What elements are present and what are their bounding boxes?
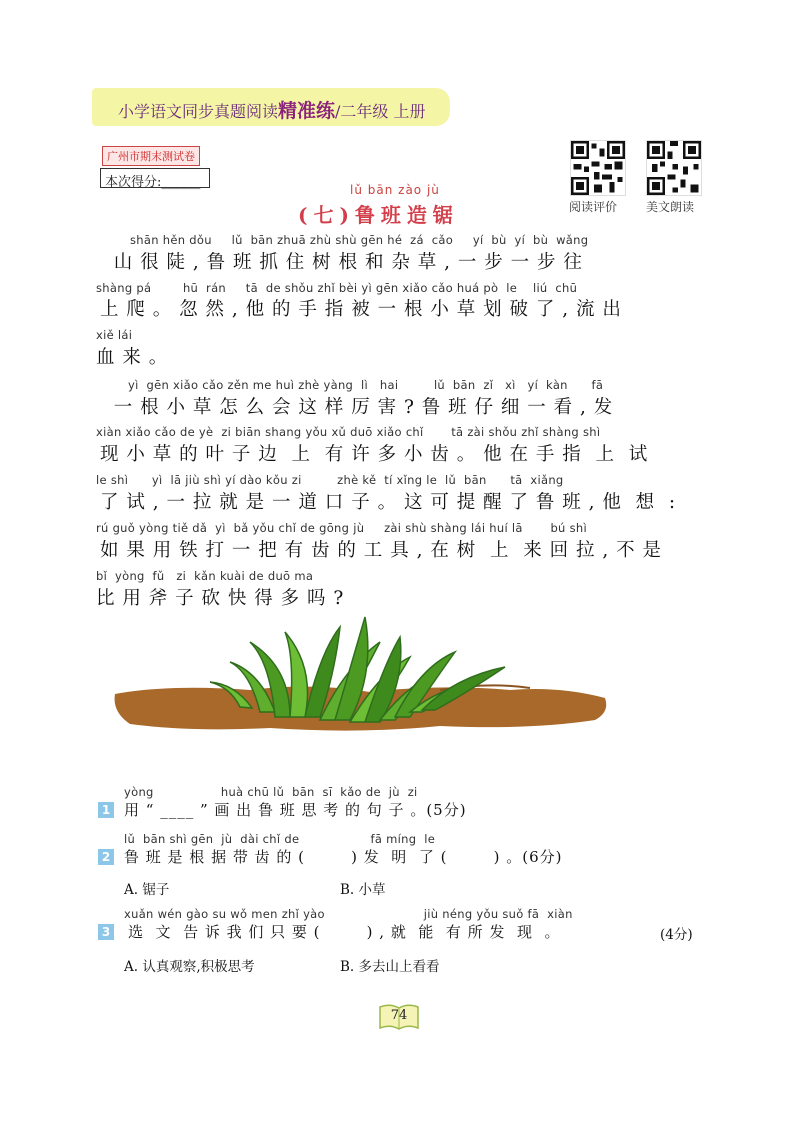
question-score: (4分) bbox=[660, 927, 693, 943]
grade-label: /二年级 上册 bbox=[335, 102, 426, 121]
series-title-text: 小学语文同步真题阅读 bbox=[118, 102, 279, 121]
qr-label: 美文朗读 bbox=[646, 200, 695, 214]
question-number-badge: 2 bbox=[98, 849, 114, 865]
text-line: 比 用 斧 子 砍 快 得 多 吗 ? bbox=[96, 588, 345, 609]
page-number-badge bbox=[378, 1003, 420, 1031]
pinyin-line: yì gēn xiǎo cǎo zěn me huì zhè yàng lì hai lǔ bān zǐ xì yí kàn fā bbox=[128, 378, 604, 392]
question-text: 选 文 告 诉 我 们 只 要 ( ) , 就 能 有 所 发 现 。 bbox=[128, 923, 561, 941]
pinyin-line: rú guǒ yòng tiě dǎ yì bǎ yǒu chǐ de gōng jù zài shù shàng lái huí lā bú shì bbox=[96, 521, 587, 535]
qr-code-icon[interactable] bbox=[646, 140, 702, 196]
option-b[interactable]: B. 多去山上看看 bbox=[340, 959, 440, 975]
text-line: 了 试 , 一 拉 就 是 一 道 口 子 。 这 可 提 醒 了 鲁 班 , 他 想 : bbox=[100, 492, 677, 513]
question-pinyin: lǔ bān shì gēn jù dài chǐ de fā míng le bbox=[124, 832, 436, 846]
text-line: 一 根 小 草 怎 么 会 这 样 厉 害 ? 鲁 班 仔 细 一 看 , 发 bbox=[100, 397, 614, 418]
text-line: 如 果 用 铁 打 一 把 有 齿 的 工 具 , 在 树 上 来 回 拉 , 不 是 bbox=[100, 540, 663, 561]
question-text: 用 “ ____ ” 画 出 鲁 班 思 考 的 句 子 。(5分) bbox=[124, 801, 467, 819]
text-line: 血 来 。 bbox=[96, 347, 169, 368]
question-number-badge: 3 bbox=[98, 924, 114, 940]
exam-tag: 广州市期末测试卷 bbox=[102, 146, 200, 166]
option-a[interactable]: A. 锯子 bbox=[124, 882, 170, 898]
text-line: 上 爬 。 忽 然 , 他 的 手 指 被 一 根 小 草 划 破 了 , 流 出 bbox=[100, 299, 622, 320]
title-pinyin: lǔ bān zào jù bbox=[350, 183, 440, 197]
pinyin-line: xiàn xiǎo cǎo de yè zi biān shang yǒu xǔ duō xiǎo chǐ tā zài shǒu zhǐ shàng shì bbox=[96, 425, 601, 439]
grass-illustration bbox=[110, 612, 610, 742]
question-pinyin: yòng huà chū lǔ bān sī kǎo de jù zi bbox=[124, 785, 418, 799]
question-pinyin: xuǎn wén gào su wǒ men zhǐ yào jiù néng yǒu suǒ fā xiàn bbox=[124, 907, 573, 921]
pinyin-line: xiě lái bbox=[96, 328, 133, 342]
option-b[interactable]: B. 小草 bbox=[340, 882, 386, 898]
page-title: (七)鲁班造锯 bbox=[298, 203, 459, 227]
series-emphasis: 精准练 bbox=[278, 100, 336, 122]
pinyin-line: shān hěn dǒu lǔ bān zhuā zhù shù gēn hé zá cǎo yí bù yí bù wǎng bbox=[130, 233, 589, 247]
pinyin-line: shàng pá hū rán tā de shǒu zhǐ bèi yì gēn xiǎo cǎo huá pò le liú chū bbox=[96, 281, 578, 295]
pinyin-line: bǐ yòng fǔ zi kǎn kuài de duō ma bbox=[96, 569, 314, 583]
page-number: 74 bbox=[390, 1008, 408, 1023]
question-number-badge: 1 bbox=[98, 802, 114, 818]
series-title bbox=[118, 96, 426, 123]
pinyin-line: le shì yì lā jiù shì yí dào kǒu zi zhè kě tí xǐng le lǔ bān tā xiǎng bbox=[96, 473, 564, 487]
score-field: 本次得分:______ bbox=[100, 168, 210, 188]
qr-code-icon[interactable] bbox=[570, 140, 626, 196]
text-line: 山 很 陡 , 鲁 班 抓 住 树 根 和 杂 草 , 一 步 一 步 往 bbox=[100, 252, 583, 273]
option-a[interactable]: A. 认真观察,积极思考 bbox=[124, 959, 255, 975]
text-line: 现 小 草 的 叶 子 边 上 有 许 多 小 齿 。 他 在 手 指 上 试 bbox=[100, 444, 649, 465]
qr-label: 阅读评价 bbox=[569, 200, 618, 214]
question-text: 鲁 班 是 根 据 带 齿 的 ( ) 发 明 了 ( ) 。(6分) bbox=[124, 848, 563, 866]
